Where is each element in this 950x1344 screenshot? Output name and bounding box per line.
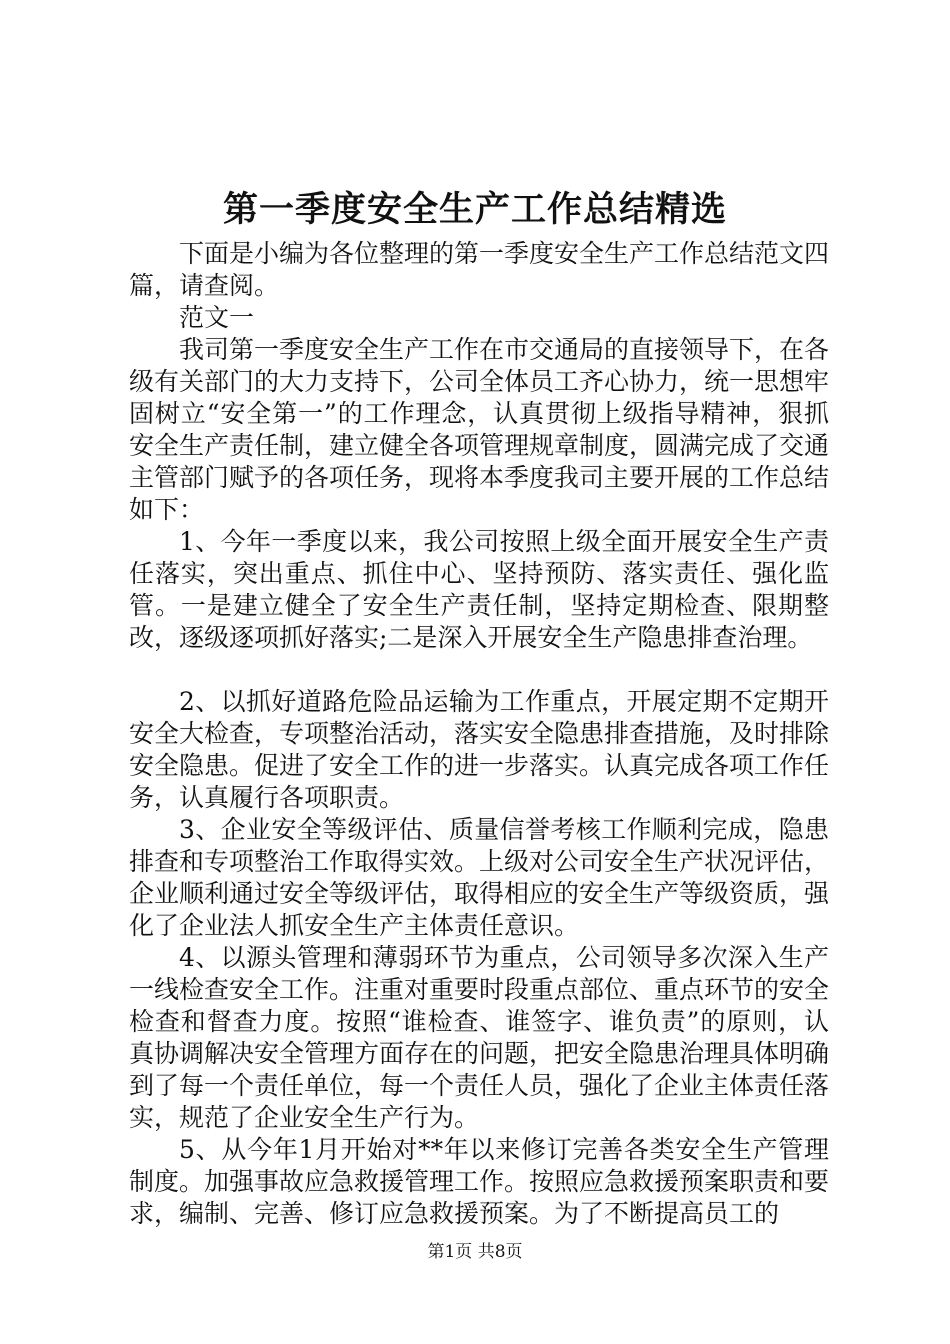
section-heading: 范文一 <box>179 303 255 332</box>
body-paragraph: 5、从今年1月开始对**年以来修订完善各类安全生产管理制度。加强事故应急救援管理工作。按照应急救援预案职责和要求，编制、完善、修订应急救援预案。为了不断提高员工的 <box>129 1135 830 1228</box>
body-paragraph: 2、以抓好道路危险品运输为工作重点，开展定期不定期开安全大检查，专项整治活动，落实安全隐患排查措施，及时排除安全隐患。促进了安全工作的进一步落实。认真完成各项工作任务，认真履行各项职责。 <box>129 687 830 812</box>
body-paragraph: 1、今年一季度以来，我公司按照上级全面开展安全生产责任落实，突出重点、抓住中心、坚持预防、落实责任、强化监管。一是建立健全了安全生产责任制，坚持定期检查、限期整改，逐级逐项抓好落实;二是深入开展安全生产隐患排查治理。 <box>129 527 829 652</box>
body-paragraph: 3、企业安全等级评估、质量信誉考核工作顺利完成，隐患排查和专项整治工作取得实效。上级对公司安全生产状况评估，企业顺利通过安全等级评估，取得相应的安全生产等级资质，强化了企业法人抓安全生产主体责任意识。 <box>129 815 830 940</box>
document-title: 第一季度安全生产工作总结精选 <box>222 189 727 230</box>
intro-paragraph: 下面是小编为各位整理的第一季度安全生产工作总结范文四篇，请查阅。 <box>129 239 830 300</box>
document-body <box>129 238 829 1230</box>
body-paragraph: 我司第一季度安全生产工作在市交通局的直接领导下，在各级有关部门的大力支持下，公司全体员工齐心协力，统一思想牢固树立“安全第一”的工作理念，认真贯彻上级指导精神，狠抓安全生产责任制，建立健全各项管理规章制度，圆满完成了交通主管部门赋予的各项任务，现将本季度我司主要开展的工作总结如下： <box>129 335 830 524</box>
body-paragraph: 4、以源头管理和薄弱环节为重点，公司领导多次深入生产一线检查安全工作。注重对重要时段重点部位、重点环节的安全检查和督查力度。按照“谁检查、谁签字、谁负责”的原则，认真协调解决安全管理方面存在的问题，把安全隐患治理具体明确到了每一个责任单位，每一个责任人员，强化了企业主体责任落实，规范了企业安全生产行为。 <box>129 943 830 1132</box>
page-footer: 第1页 共8页 <box>427 1242 523 1262</box>
